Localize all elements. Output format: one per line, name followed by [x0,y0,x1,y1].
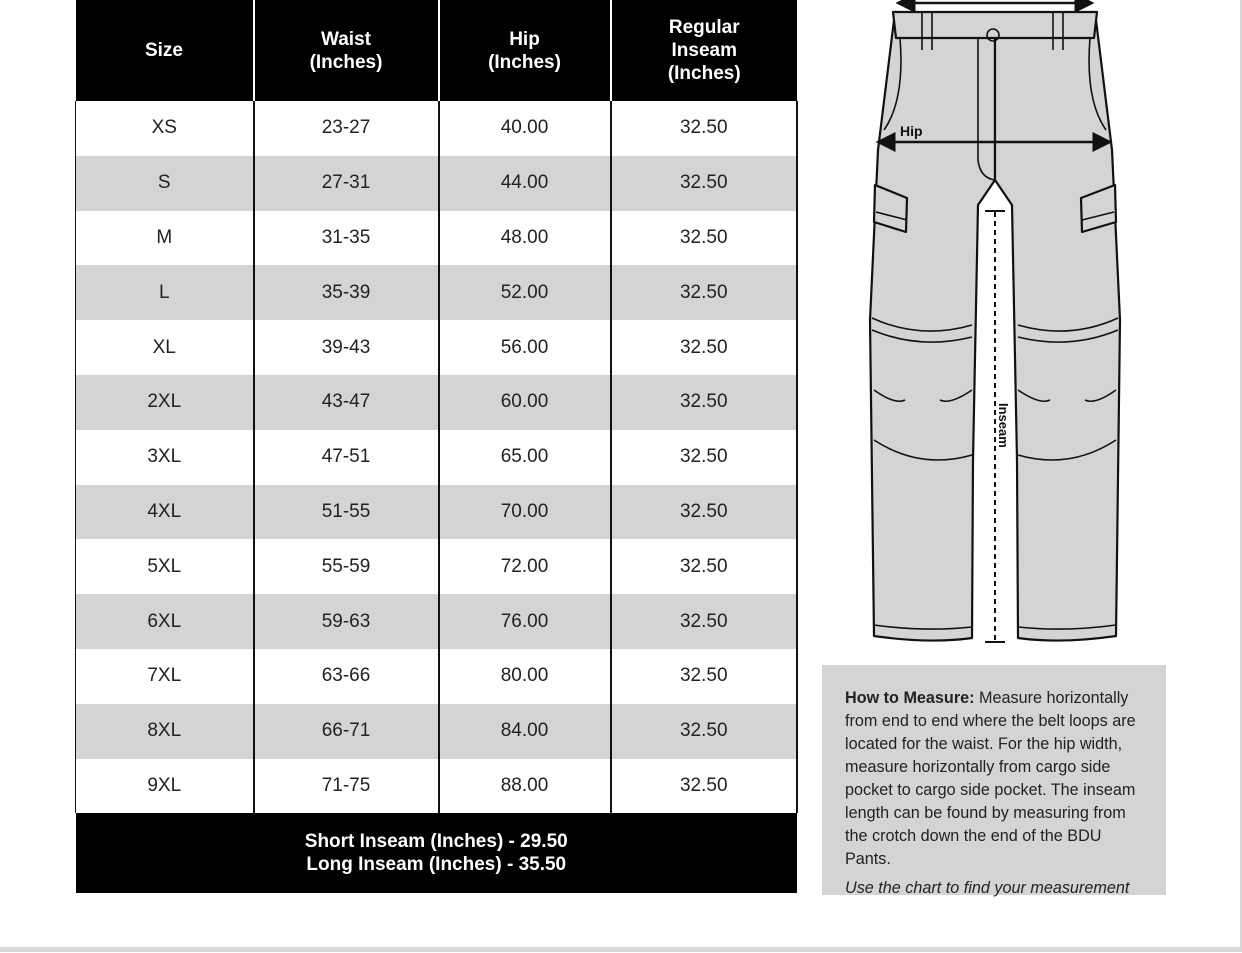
inseam-cell: 32.50 [611,211,798,266]
table-row [76,265,798,320]
how-to-measure-note: Use the chart to find your measurement [845,879,1130,897]
inseam-label: Inseam [996,403,1011,448]
inseam-cell: 32.50 [611,320,798,375]
waist-cell: 35-39 [254,265,439,320]
table-row [76,101,798,156]
inseam-cell: 32.50 [611,594,798,649]
inseam-cell: 32.50 [611,704,798,759]
waist-cell: 59-63 [254,594,439,649]
short-inseam-note: Short Inseam (Inches) - 29.50 [304,831,568,853]
hip-cell: 60.00 [439,375,611,430]
table-row [76,320,798,375]
hip-cell: 52.00 [439,265,611,320]
pants-right-leg [995,12,1120,641]
header-regular-inseam: Regular Inseam (Inches) [611,0,798,101]
waist-cell: 39-43 [254,320,439,375]
inseam-cell: 32.50 [611,430,798,485]
header-size: Size [76,0,254,101]
inseam-cell: 32.50 [611,156,798,211]
size-cell: 9XL [76,759,254,814]
how-to-measure-box [822,665,1166,895]
hip-cell: 70.00 [439,485,611,540]
waist-cell: 47-51 [254,430,439,485]
waist-cell: 31-35 [254,211,439,266]
hip-cell: 44.00 [439,156,611,211]
hip-label: Hip [900,123,923,139]
how-to-measure-heading: How to Measure: [845,689,975,707]
waist-cell: 51-55 [254,485,439,540]
hip-cell: 40.00 [439,101,611,156]
inseam-cell: 32.50 [611,375,798,430]
table-row [76,649,798,704]
long-inseam-note: Long Inseam (Inches) - 35.50 [306,854,567,876]
table-footer-row [76,813,798,893]
waist-cell: 63-66 [254,649,439,704]
header-waist: Waist (Inches) [254,0,439,101]
table-row [76,594,798,649]
inseam-cell: 32.50 [611,539,798,594]
waist-cell: 66-71 [254,704,439,759]
size-cell: XS [76,101,254,156]
size-cell: L [76,265,254,320]
size-cell: 5XL [76,539,254,594]
header-hip: Hip (Inches) [439,0,611,101]
pants-left-leg [870,12,995,641]
size-cell: 3XL [76,430,254,485]
inseam-cell: 32.50 [611,265,798,320]
table-row [76,430,798,485]
table-row [76,211,798,266]
waist-cell: 71-75 [254,759,439,814]
size-cell: 4XL [76,485,254,540]
hip-cell: 76.00 [439,594,611,649]
table-header-row [76,0,798,101]
table-row [76,375,798,430]
size-cell: 8XL [76,704,254,759]
table-row [76,759,798,814]
size-cell: M [76,211,254,266]
size-chart-table [75,0,798,893]
hip-cell: 65.00 [439,430,611,485]
table-row [76,539,798,594]
hip-cell: 72.00 [439,539,611,594]
size-cell: 7XL [76,649,254,704]
hip-cell: 48.00 [439,211,611,266]
pants-waistband [893,12,1097,38]
hip-cell: 84.00 [439,704,611,759]
table-row [76,156,798,211]
waist-cell: 55-59 [254,539,439,594]
table-row [76,485,798,540]
waist-cell: 43-47 [254,375,439,430]
size-cell: 2XL [76,375,254,430]
pants-diagram [860,0,1130,650]
inseam-cell: 32.50 [611,101,798,156]
hip-cell: 88.00 [439,759,611,814]
hip-cell: 56.00 [439,320,611,375]
hip-cell: 80.00 [439,649,611,704]
table-row [76,704,798,759]
how-to-measure-text [845,687,1150,871]
waist-cell: 23-27 [254,101,439,156]
inseam-cell: 32.50 [611,759,798,814]
inseam-footer [76,813,798,893]
inseam-cell: 32.50 [611,485,798,540]
how-to-measure-body: Measure horizontally from end to end where the belt loops are located for the waist. For the hip width, measure horizontally from cargo side pocket to cargo side pocket. The inseam length can be found by measuring from the crotch down the end of the BDU Pants. [845,689,1136,868]
waist-cell: 27-31 [254,156,439,211]
size-cell: S [76,156,254,211]
size-cell: XL [76,320,254,375]
size-cell: 6XL [76,594,254,649]
inseam-cell: 32.50 [611,649,798,704]
